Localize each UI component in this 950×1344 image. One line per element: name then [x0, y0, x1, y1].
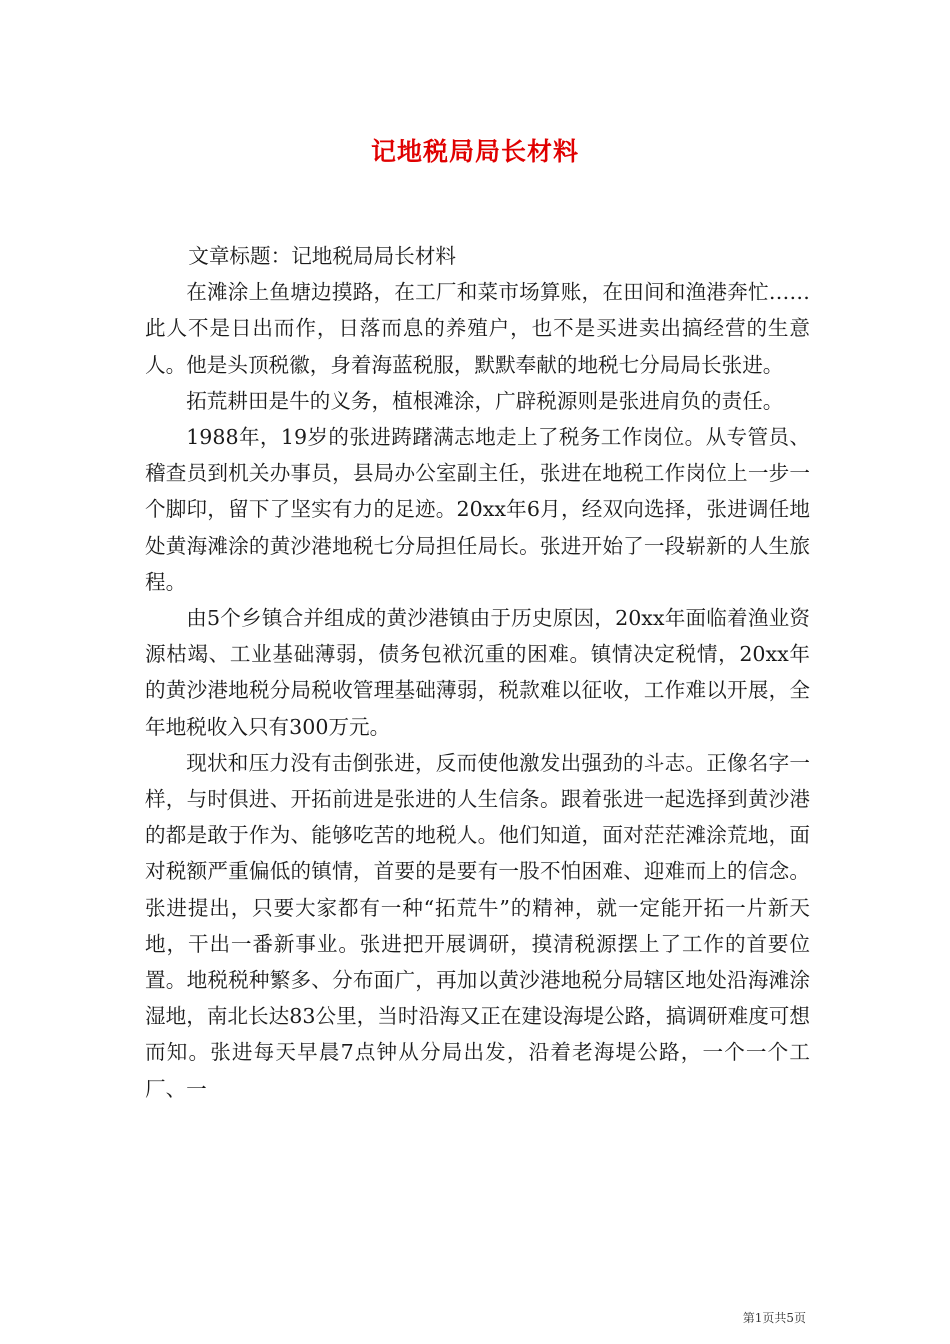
paragraph: 在滩涂上鱼塘边摸路，在工厂和菜市场算账，在田间和渔港奔忙……此人不是日出而作，日落而息的养殖户，也不是买进卖出搞经营的生意人。他是头顶税徽，身着海蓝税服，默默奉献的地税七分局局长张进。 [145, 280, 810, 377]
paragraph: 由5个乡镇合并组成的黄沙港镇由于历史原因，20xx年面临着渔业资源枯竭、工业基础薄弱，债务包袱沉重的困难。镇情决定税情，20xx年的黄沙港地税分局税收管理基础薄弱，税款难以征收，工作难以开展，全年地税收入只有300万元。 [145, 606, 810, 739]
paragraph: 拓荒耕田是牛的义务，植根滩涂，广辟税源则是张进肩负的责任。 [186, 388, 784, 413]
document-title: 记地税局局长材料 [370, 137, 579, 166]
page-number-footer: 第1页共5页 [742, 1311, 806, 1325]
document-body [145, 238, 810, 1107]
paragraph: 现状和压力没有击倒张进，反而使他激发出强劲的斗志。正像名字一样，与时俱进、开拓前进是张进的人生信条。跟着张进一起选择到黄沙港的都是敢于作为、能够吃苦的地税人。他们知道，面对茫茫滩涂荒地，面对税额严重偏低的镇情，首要的是要有一股不怕困难、迎难而上的信念。张进提出，只要大家都有一种“拓荒牛”的精神，就一定能开拓一片新天地，干出一番新事业。张进把开展调研，摸清税源摆上了工作的首要位置。地税税种繁多、分布面广，再加以黄沙港地税分局辖区地处沿海滩涂湿地，南北长达83公里，当时沿海又正在建设海堤公路，搞调研难度可想而知。张进每天早晨7点钟从分局出发，沿着老海堤公路，一个一个工厂、一 [145, 750, 810, 1101]
article-title-label: 文章标题：记地税局局长材料 [188, 244, 456, 268]
paragraph: 1988年，19岁的张进踌躇满志地走上了税务工作岗位。从专管员、稽查员到机关办事员，县局办公室副主任，张进在地税工作岗位上一步一个脚印，留下了坚实有力的足迹。20xx年6月，经双向选择，张进调任地处黄海滩涂的黄沙港地税七分局担任局长。张进开始了一段崭新的人生旅程。 [145, 425, 810, 594]
